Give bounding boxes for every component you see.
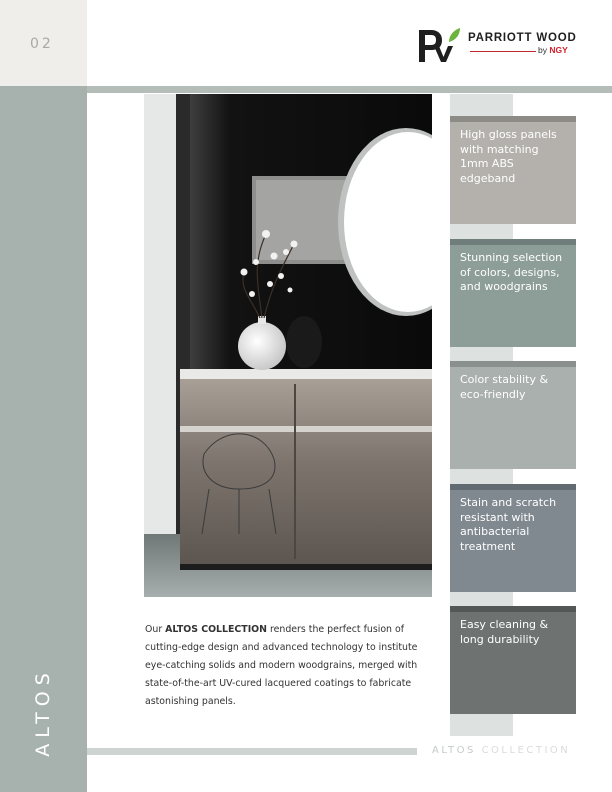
body-paragraph [145,621,425,711]
pw-logo-icon [416,26,462,66]
footer-word-1: ALTOS [432,745,476,756]
feature-text: Stain and scratch resistant with antibacterial treatment [460,496,557,553]
footer-rule [87,748,417,755]
feature-cap [450,361,576,367]
vanity-photo [144,94,432,597]
side-title: ALTOS [32,667,54,757]
brand-logo [416,26,586,66]
vanity-illustration [144,94,432,597]
feature-cap [450,116,576,122]
feature-cap [450,606,576,612]
top-rule [87,86,612,93]
body-rest: renders the perfect fusion of cutting-edge design and advanced technology to institute eye-catching solids and modern woodgrains, merged with state-of-the-art UV-cured lacquered coatings to fabricate astonishing panels. [145,624,418,707]
feature-card-1 [450,116,576,224]
feature-cap [450,239,576,245]
feature-card-4 [450,484,576,592]
feature-text: Stunning selection of colors, designs, and woodgrains [460,251,563,293]
body-lead: Our [145,624,166,635]
logo-brand: NGY [549,45,568,55]
logo-name: PARRIOTT WOOD [468,32,577,44]
feature-card-2 [450,239,576,347]
body-emphasis: ALTOS COLLECTION [165,624,267,635]
feature-text: High gloss panels with matching 1mm ABS edgeband [460,128,557,185]
feature-cap [450,484,576,490]
footer-label [432,745,570,756]
logo-rule [470,51,536,52]
logo-byline [538,45,568,55]
feature-text: Easy cleaning & long durability [460,618,549,646]
feature-card-5 [450,606,576,714]
page-number-box [0,0,87,86]
feature-text: Color stability & eco-friendly [460,373,549,401]
logo-by-text: by [538,45,547,55]
footer-word-2: COLLECTION [481,745,571,756]
page-number: 02 [30,36,54,52]
feature-card-3 [450,361,576,469]
